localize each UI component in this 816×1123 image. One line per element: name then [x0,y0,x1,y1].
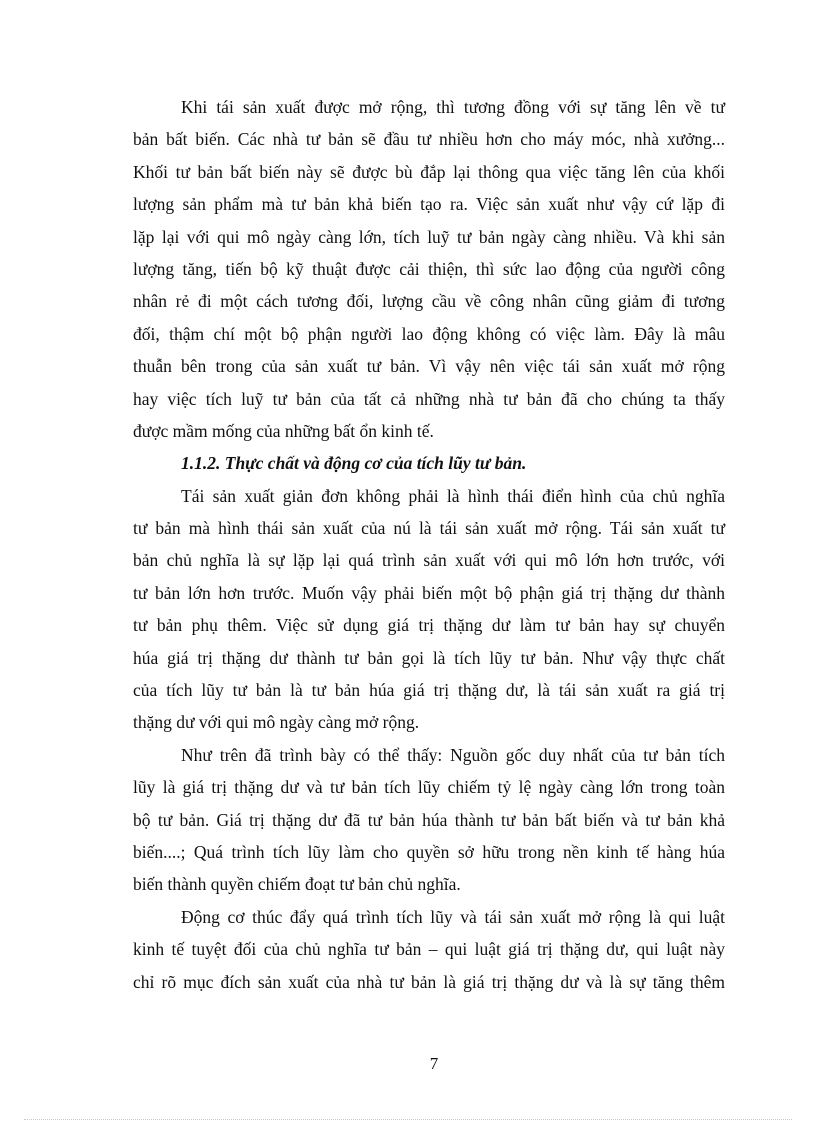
text-line: bản bất biến. Các nhà tư bản sẽ đầu tư nhiều hơn cho máy móc, nhà xưởng... [133,129,725,150]
text-line: lượng sản phẩm mà tư bản khả biến tạo ra. Việc sản xuất như vậy cứ lặp đi [133,194,725,215]
text-line: lặp lại với qui mô ngày càng lớn, tích luỹ tư bản ngày càng nhiều. Và khi sản [133,226,725,247]
text-line: lũy là giá trị thặng dư và tư bản tích lũy chiếm tỷ lệ ngày càng lớn trong toàn [133,777,725,798]
text-line: Khi tái sản xuất được mở rộng, thì tương đồng với sự tăng lên về tư [181,97,725,117]
text-line: được mầm mống của những bất ổn kinh tế. [133,420,434,441]
text-line: đối, thậm chí một bộ phận người lao động không có việc làm. Đây là mâu [133,323,725,344]
page-bottom-divider [24,1119,792,1120]
text-line: của tích lũy tư bản là tư bản húa giá trị thặng dư, là tái sản xuất ra giá trị [133,680,725,701]
text-line: tư bản phụ thêm. Việc sử dụng giá trị thặng dư làm tư bản hay sự chuyển [133,615,725,636]
page-number: 7 [429,1054,439,1073]
text-line: Tái sản xuất giản đơn không phải là hình thái điển hình của chủ nghĩa [181,485,725,506]
text-line: thặng dư với qui mô ngày càng mở rộng. [133,712,420,733]
text-line: tư bản lớn hơn trước. Muốn vậy phải biến một bộ phận giá trị thặng dư thành [133,582,725,603]
text-line: bản chủ nghĩa là sự lặp lại quá trình sản xuất với qui mô lớn hơn trước, với [133,550,725,571]
text-line: bộ tư bản. Giá trị thặng dư đã tư bản húa thành tư bản bất biến và tư bản khả [133,809,725,830]
text-line: Như trên đã trình bày có thể thấy: Nguồn gốc duy nhất của tư bản tích [181,744,725,765]
text-line: hay việc tích luỹ tư bản của tất cả những nhà tư bản đã cho chúng ta thấy [133,388,725,409]
text-line: Động cơ thúc đẩy quá trình tích lũy và tái sản xuất mở rộng là qui luật [181,906,725,927]
text-line: nhân rẻ đi một cách tương đối, lượng cầu về công nhân cũng giảm đi tương [133,291,725,312]
text-line: thuẫn bên trong của sản xuất tư bản. Vì vậy nên việc tái sản xuất mở rộng [133,356,725,377]
text-line: kinh tế tuyệt đối của chủ nghĩa tư bản – qui luật giá trị thặng dư, qui luật này [133,939,725,960]
body-text [133,91,725,998]
text-line: biến thành quyền chiếm đoạt tư bản chủ nghĩa. [133,874,461,895]
text-line: tư bản mà hình thái sản xuất của nú là tái sản xuất mở rộng. Tái sản xuất tư [133,518,725,539]
section-heading: 1.1.2. Thực chất và động cơ của tích lũy tư bản. [181,453,527,474]
text-line: Khối tư bản bất biến này sẽ được bù đắp lại thông qua việc tăng lên của khối [133,161,725,182]
text-line: chỉ rõ mục đích sản xuất của nhà tư bản là giá trị thặng dư và là sự tăng thêm [133,971,725,992]
text-line: húa giá trị thặng dư thành tư bản gọi là tích lũy tư bản. Như vậy thực chất [133,647,725,668]
text-line: lượng tăng, tiến bộ kỹ thuật được cải thiện, thì sức lao động của người công [133,258,725,279]
text-line: biến....; Quá trình tích lũy làm cho quyền sở hữu trong nền kinh tế hàng húa [133,841,725,862]
